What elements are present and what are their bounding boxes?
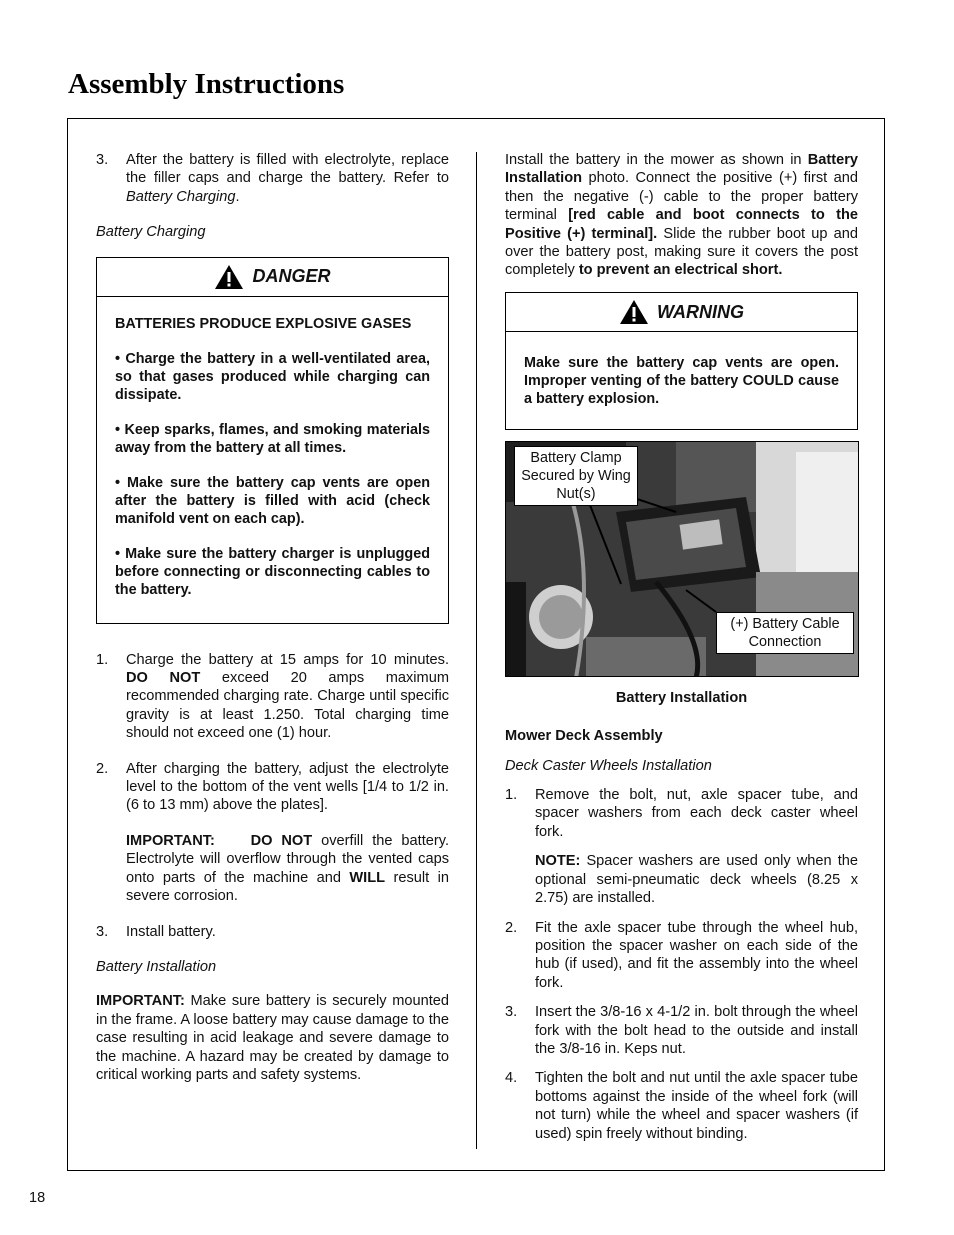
step-text: After the battery is filled with electrolyte, replace the filler caps and charge the battery. Refer to [126, 152, 449, 187]
important-text: Make sure battery is securely mounted in the frame. A loose battery may cause damage to the case resulting in acid leakage and severe damage to the machine. A hazard may be created by damage to critical working parts and safety systems. [96, 993, 449, 1083]
note-spacer [505, 852, 858, 907]
important-overfill [96, 832, 449, 906]
step-text: Fit the axle spacer tube through the wheel hub, position the spacer washer on each side of the hub (if used), and fit the assembly into the wheel fork. [535, 919, 858, 991]
page-title: Assembly Instructions [68, 68, 345, 100]
warning-header [506, 293, 857, 332]
callout-battery-clamp: Battery Clamp Secured by Wing Nut(s) [514, 446, 638, 506]
step-number: 1. [505, 787, 518, 804]
step-text: exceed 20 amps maximum recommended charging rate. Charge until specific gravity is at least 1.250. Total charging time should not exceed one (1) hour. [126, 670, 449, 742]
caster-step-2 [505, 919, 858, 993]
note-text: Spacer washers are used only when the optional semi-pneumatic deck wheels (8.25 x 2.75) are installed. [535, 853, 858, 907]
warning-triangle-icon [214, 264, 244, 290]
note-label: NOTE: [535, 853, 581, 870]
column-divider [476, 152, 477, 1149]
heading-battery-installation: Battery Installation [96, 958, 217, 975]
heading-battery-charging: Battery Charging [96, 224, 206, 241]
callout-battery-cable: (+) Battery Cable Connection [716, 612, 854, 654]
intro-emphasis: [red cable and boot connects to the Positive (+) terminal]. [505, 207, 858, 242]
step-number: 1. [96, 651, 109, 668]
important-emphasis: DO NOT [250, 832, 313, 849]
intro-emphasis: Battery Installation [505, 152, 858, 187]
intro-emphasis: to prevent an electrical short. [578, 262, 783, 279]
danger-line: • Keep sparks, flames, and smoking materials away from the battery at all times. [115, 421, 430, 456]
step-emphasis: DO NOT [126, 670, 201, 687]
danger-line: BATTERIES PRODUCE EXPLOSIVE GASES [115, 315, 412, 332]
charge-step-2 [96, 760, 449, 815]
step-number: 3. [505, 1004, 518, 1021]
warning-box [505, 292, 858, 430]
step-text: Tighten the bolt and nut until the axle spacer tube bottoms against the inside of the wheel fork (will not turn) while the wheel and spacer washers (if used) spin freely without binding. [535, 1070, 858, 1142]
step-text: After charging the battery, adjust the electrolyte level to the bottom of the vent wells [1/4 to 1/2 in. (6 to 13 mm) above the plates]. [126, 760, 449, 814]
important-emphasis: WILL [349, 869, 386, 886]
danger-header [97, 258, 448, 297]
important-text: result in severe corrosion. [126, 869, 449, 905]
battery-installation-photo [505, 441, 859, 677]
caster-step-4 [505, 1069, 858, 1143]
warning-text: Make sure the battery cap vents are open. Improper venting of the battery COULD cause a battery explosion. [524, 354, 839, 407]
warning-title: WARNING [657, 301, 744, 322]
intro-text: Install the battery in the mower as shown in [505, 152, 808, 168]
important-secure [96, 992, 449, 1084]
warning-triangle-icon [619, 299, 649, 325]
left-column [96, 151, 449, 1084]
intro-text: photo. Connect the positive (+) first and then the negative (-) cable to the proper battery terminal [505, 170, 858, 224]
charge-step-1 [96, 651, 449, 743]
step-text: Charge the battery at 15 amps for 10 minutes. [126, 651, 449, 668]
step-reference: Battery Charging [126, 188, 236, 205]
danger-line: • Make sure the battery charger is unplugged before connecting or disconnecting cables to the battery. [115, 545, 430, 598]
danger-title: DANGER [252, 266, 331, 287]
photo-caption: Battery Installation [615, 689, 748, 706]
step-text-end: . [235, 188, 240, 205]
important-label: IMPORTANT: [126, 832, 215, 849]
danger-body [97, 297, 448, 611]
right-column [505, 151, 858, 1143]
install-intro [505, 151, 858, 280]
intro-text: Slide the rubber boot up and over the battery post, making sure it covers the post completely [505, 225, 858, 279]
step-text: Insert the 3/8-16 x 4-1/2 in. bolt through the wheel fork with the bolt head to the outside and install the 3/8-16 in. Keps nut. [535, 1004, 858, 1057]
caster-step-1 [505, 786, 858, 841]
fill-step [96, 151, 449, 206]
install-step [96, 923, 449, 941]
danger-box [96, 257, 449, 624]
step-number: 3. [96, 923, 109, 940]
heading-caster-wheels: Deck Caster Wheels Installation [505, 757, 712, 774]
warning-body [506, 332, 857, 420]
heading-mower-deck: Mower Deck Assembly [505, 728, 663, 745]
caster-step-3 [505, 1003, 858, 1058]
important-text: overfill the battery. Electrolyte will overflow through the vented caps onto parts of the machine and [126, 832, 449, 886]
danger-line: • Make sure the battery cap vents are open after the battery is filled with acid (check manifold vent on each cap). [115, 474, 430, 527]
step-number: 3. [96, 152, 109, 168]
step-text: Install battery. [126, 923, 216, 940]
important-label: IMPORTANT: [96, 993, 185, 1010]
danger-line: • Charge the battery in a well-ventilated area, so that gases produced while charging can dissipate. [115, 350, 430, 403]
step-text: Remove the bolt, nut, axle spacer tube, and spacer washers from each deck caster wheel fork. [535, 787, 858, 840]
step-number: 4. [505, 1070, 518, 1087]
page-number: 18 [29, 1190, 46, 1206]
step-number: 2. [96, 760, 109, 777]
step-number: 2. [505, 919, 518, 936]
